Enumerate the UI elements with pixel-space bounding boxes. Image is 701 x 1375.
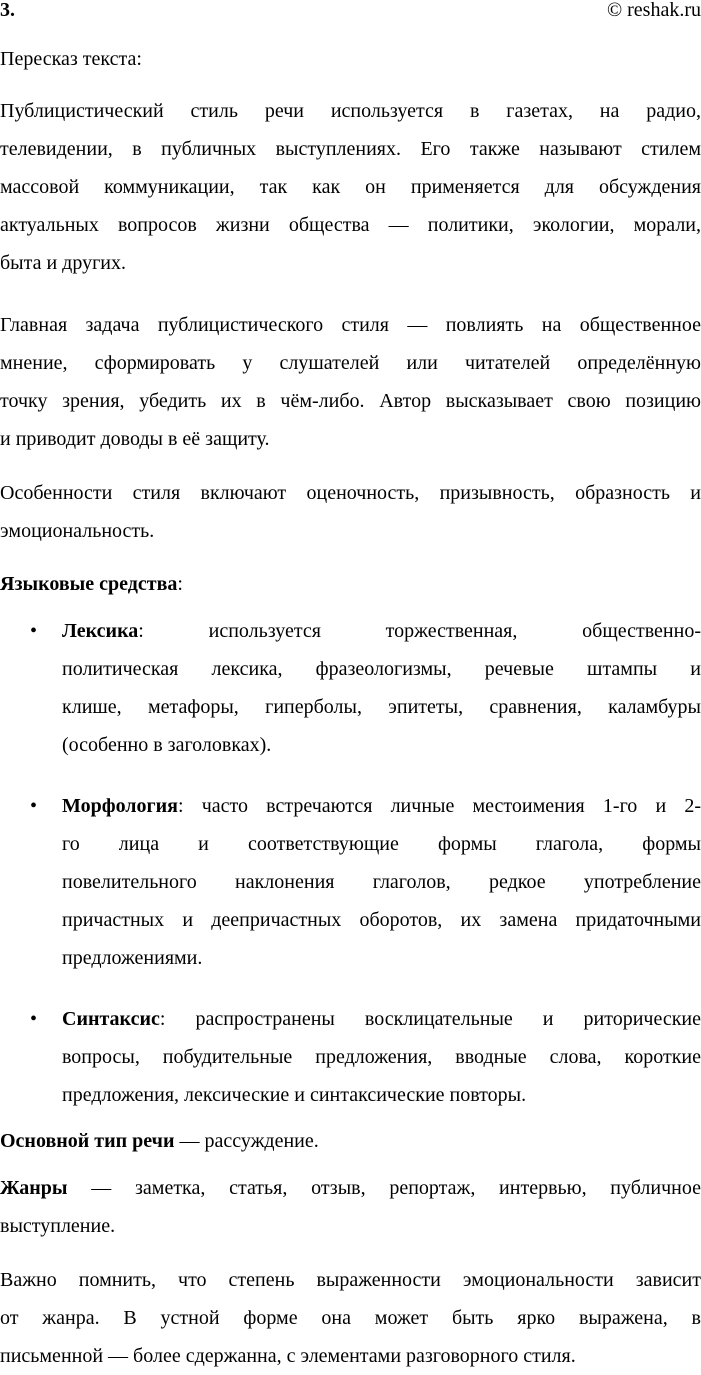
copyright: © reshak.ru (606, 0, 701, 21)
paragraph-1: Публицистический стиль речи используется в газетах, на радио, телевидении, в публичных выступлениях. Его также называют стилем массовой коммуникации, так как он применяется для обсуждения актуальных вопросов жизни общества — политики, экологии, морали, быта и других. (0, 100, 701, 274)
list-item: • Синтаксис: распространены восклицательные и риторические вопросы, побудительные предложения, вводные слова, короткие предложения, лексические и синтаксические повторы. (0, 1000, 701, 1114)
section-heading: Языковые средства: (0, 573, 183, 595)
intro: Пересказ текста: (0, 48, 142, 70)
paragraph-2: Главная задача публицистического стиля — повлиять на общественное мнение, сформировать у слушателей или читателей определённую точку зрения, убедить их в чём-либо. Автор высказывает свою позицию и приводит доводы в её защиту. (0, 314, 701, 450)
paragraph-4: Важно помнить, что степень выраженности эмоциональности зависит от жанра. В устной форме она может быть ярко выражена, в письменной — более сдержанна, с элементами разговорного стиля. (0, 1269, 701, 1367)
bullet-icon: • (30, 795, 38, 817)
genres: Жанры — заметка, статья, отзыв, репортаж, интервью, публичное выступление. (0, 1177, 701, 1237)
task-number: 3. (0, 0, 15, 21)
list-item: • Лексика: используется торжественная, общественно- политическая лексика, фразеологизмы, речевые штампы и клише, метафоры, гиперболы, эпитеты, сравнения, каламбуры (особенно в заголовках). (0, 612, 701, 764)
bullet-icon: • (30, 620, 38, 642)
list-item: • Морфология: часто встречаются личные местоимения 1-го и 2- го лица и соответствующие формы глагола, формы повелительного наклонения глаголов, редкое употребление причастных и деепричастных оборотов, их замена придаточными предложениями. (0, 787, 701, 977)
paragraph-3: Особенности стиля включают оценочность, призывность, образность и эмоциональность. (0, 482, 701, 542)
speech-type: Основной тип речи — рассуждение. (0, 1130, 319, 1152)
page-header (0, 0, 701, 20)
bullet-icon: • (30, 1008, 38, 1030)
